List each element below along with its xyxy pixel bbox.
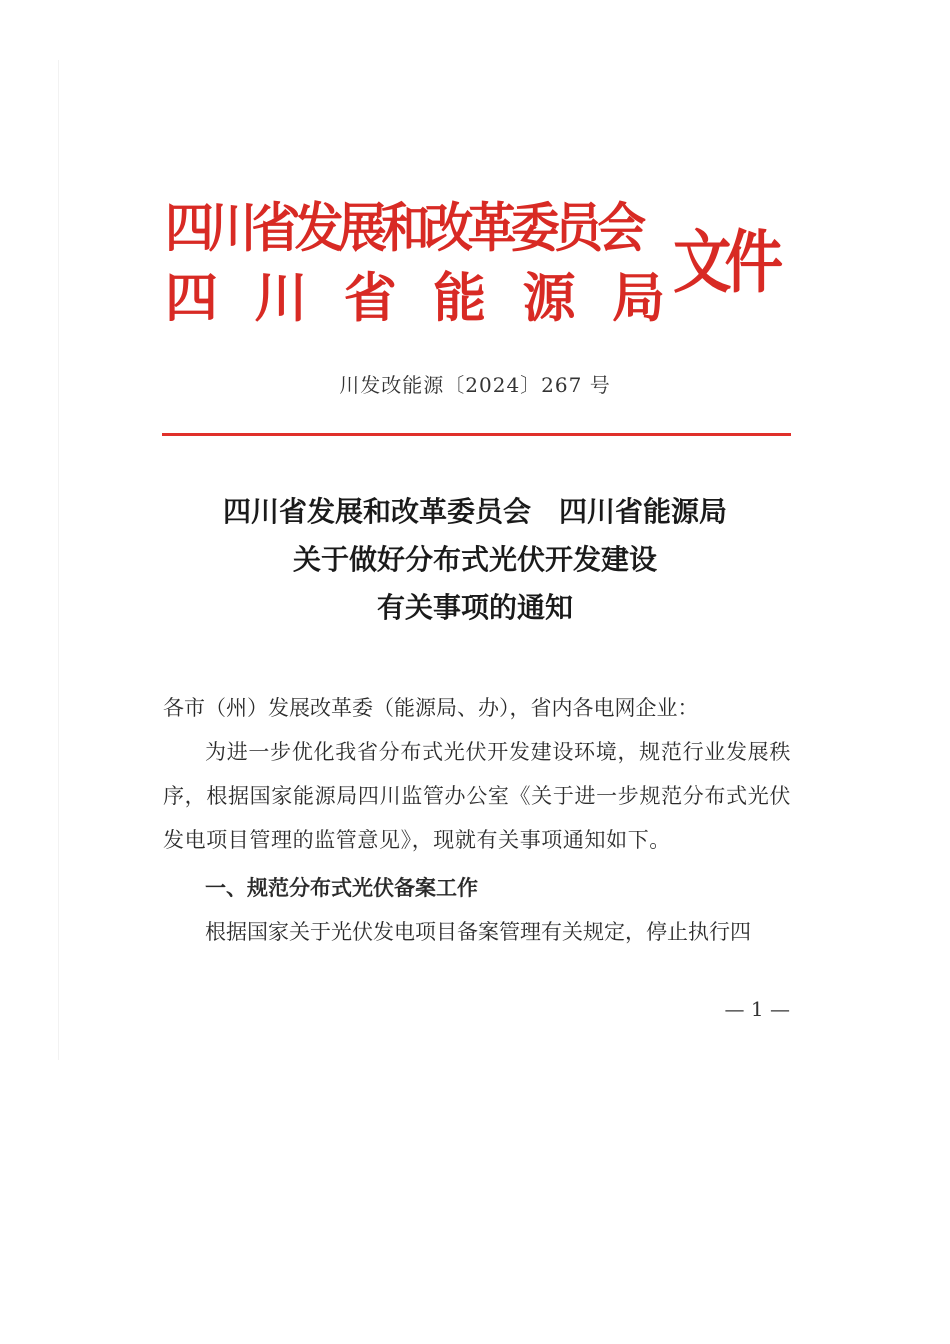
body-paragraph-1: 为进一步优化我省分布式光伏开发建设环境，规范行业发展秩序，根据国家能源局四川监管办公室《关于进一步规范分布式光伏发电项目管理的监管意见》，现就有关事项通知如下。 [163,740,791,852]
issuer-name-2-char: 省 [343,268,397,329]
issuer-name-2-char: 川 [254,268,308,329]
title-line-3: 有关事项的通知 [376,591,573,624]
title-line-1: 四川省发展和改革委员会 四川省能源局 [222,495,727,528]
document-title [0,488,950,632]
issuer-name-1: 四川省发展和改革委员会 [165,198,641,259]
title-line-2: 关于做好分布式光伏开发建设 [292,543,657,576]
letterhead [165,196,785,336]
issuer-name-2-char: 能 [433,268,487,329]
addressee: 各市（州）发展改革委（能源局、办），省内各电网企业： [163,696,699,720]
document-type-label: 文件 [673,224,777,303]
issuer-name-2 [165,266,665,332]
document-number: 川发改能源〔2024〕267 号 [339,373,611,397]
issuer-name-2-char: 源 [522,268,576,329]
red-divider [162,433,791,436]
issuer-name-2-char: 四 [165,268,218,329]
section-heading-1: 一、规范分布式光伏备案工作 [205,876,478,900]
body-paragraph-2: 根据国家关于光伏发电项目备案管理有关规定，停止执行四 [205,920,751,944]
page-number: — 1 — [724,997,790,1021]
issuer-name-2-char: 局 [611,268,665,329]
